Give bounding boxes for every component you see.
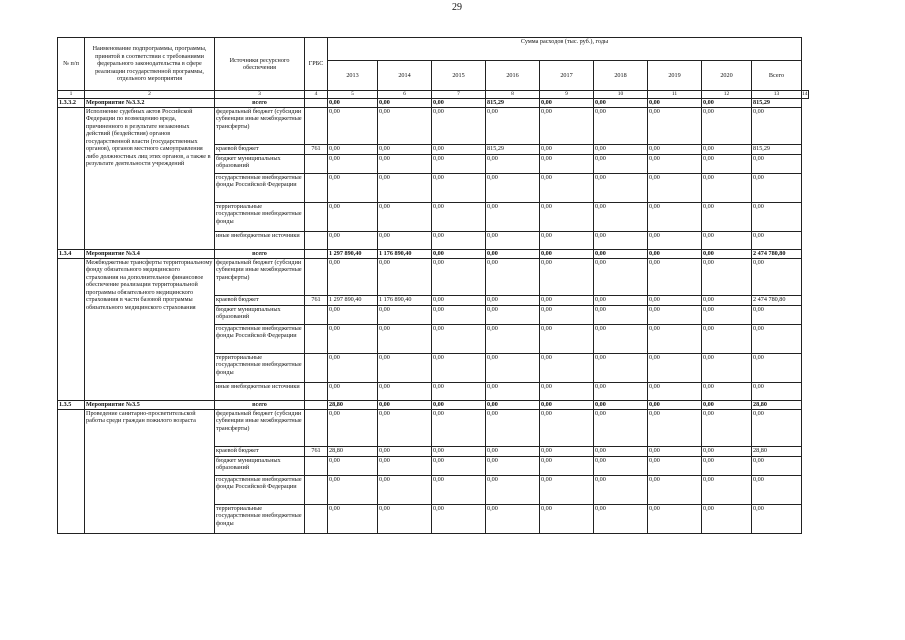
amount-cell: 0,00 xyxy=(540,155,594,174)
amount-cell: 0,00 xyxy=(540,174,594,203)
funding-source: всего xyxy=(215,99,305,108)
amount-cell: 0,00 xyxy=(328,155,378,174)
amount-cell: 0,00 xyxy=(378,145,432,155)
amount-cell: 0,00 xyxy=(594,447,648,457)
amount-cell: 2 474 780,80 xyxy=(752,296,802,306)
amount-cell: 1 297 890,40 xyxy=(328,250,378,259)
column-index: 14 xyxy=(802,91,808,97)
amount-cell: 0,00 xyxy=(648,306,702,325)
amount-cell: 0,00 xyxy=(648,401,702,410)
measure-description: Межбюджетные трансферты территориальному фонду обязательного медицинского страхования на дополнительное финансовое обеспечение реализации территориальной программы обязательного медицинского страхования в части базовой программы обязательного медицинского страхования xyxy=(85,259,215,401)
amount-cell: 0,00 xyxy=(594,505,648,534)
amount-cell: 0,00 xyxy=(328,505,378,534)
funding-source: государственные внебюджетные фонды Российской Федерации xyxy=(215,476,305,505)
year-header: 2013 xyxy=(328,61,378,91)
year-header: 2016 xyxy=(486,61,540,91)
amount-cell: 0,00 xyxy=(486,155,540,174)
amount-cell: 0,00 xyxy=(378,476,432,505)
column-index: 3 xyxy=(215,91,305,99)
amount-cell: 0,00 xyxy=(648,505,702,534)
funding-source: иные внебюджетные источники xyxy=(215,383,305,401)
amount-cell: 0,00 xyxy=(702,155,752,174)
amount-cell: 0,00 xyxy=(378,203,432,232)
col-header-sum: Сумма расходов (тыс. руб.), годы xyxy=(328,38,802,61)
table-row xyxy=(58,401,809,410)
grbs-code xyxy=(305,410,328,447)
funding-source: государственные внебюджетные фонды Российской Федерации xyxy=(215,325,305,354)
amount-cell: 0,00 xyxy=(702,108,752,145)
amount-cell: 0,00 xyxy=(378,447,432,457)
amount-cell: 0,00 xyxy=(702,383,752,401)
funding-source: бюджет муниципальных образований xyxy=(215,306,305,325)
amount-cell: 0,00 xyxy=(752,383,802,401)
amount-cell: 0,00 xyxy=(594,108,648,145)
amount-cell: 0,00 xyxy=(702,457,752,476)
funding-source: территориальные государственные внебюджетные фонды xyxy=(215,505,305,534)
amount-cell: 0,00 xyxy=(752,203,802,232)
funding-source: бюджет муниципальных образований xyxy=(215,457,305,476)
amount-cell: 0,00 xyxy=(594,145,648,155)
amount-cell: 0,00 xyxy=(486,306,540,325)
amount-cell: 0,00 xyxy=(752,306,802,325)
amount-cell: 0,00 xyxy=(432,145,486,155)
column-index: 12 xyxy=(702,91,752,99)
amount-cell: 0,00 xyxy=(432,325,486,354)
funding-source: федеральный бюджет (субсидии субвенции иные межбюджетные трансферты) xyxy=(215,410,305,447)
amount-cell: 0,00 xyxy=(486,447,540,457)
amount-cell: 0,00 xyxy=(648,155,702,174)
funding-source: территориальные государственные внебюджетные фонды xyxy=(215,203,305,232)
amount-cell: 1 297 890,40 xyxy=(328,296,378,306)
header-row xyxy=(58,38,809,61)
amount-cell: 0,00 xyxy=(486,174,540,203)
amount-cell: 0,00 xyxy=(648,447,702,457)
grbs-code xyxy=(305,354,328,383)
funding-source: краевой бюджет xyxy=(215,145,305,155)
amount-cell: 0,00 xyxy=(486,259,540,296)
amount-cell: 0,00 xyxy=(540,259,594,296)
amount-cell: 0,00 xyxy=(540,410,594,447)
amount-cell: 0,00 xyxy=(486,325,540,354)
amount-cell: 0,00 xyxy=(752,410,802,447)
amount-cell: 0,00 xyxy=(432,505,486,534)
amount-cell: 28,80 xyxy=(752,401,802,410)
amount-cell: 0,00 xyxy=(540,296,594,306)
grbs-code xyxy=(305,306,328,325)
row-number-empty xyxy=(58,108,85,250)
grbs-code xyxy=(305,250,328,259)
amount-cell: 0,00 xyxy=(752,232,802,250)
amount-cell: 0,00 xyxy=(648,174,702,203)
amount-cell: 0,00 xyxy=(432,410,486,447)
column-index: 10 xyxy=(594,91,648,99)
amount-cell: 0,00 xyxy=(540,99,594,108)
amount-cell: 0,00 xyxy=(594,174,648,203)
amount-cell: 0,00 xyxy=(486,108,540,145)
amount-cell: 0,00 xyxy=(540,325,594,354)
amount-cell: 0,00 xyxy=(328,457,378,476)
amount-cell: 0,00 xyxy=(648,410,702,447)
amount-cell: 0,00 xyxy=(594,383,648,401)
amount-cell: 0,00 xyxy=(594,401,648,410)
amount-cell: 815,29 xyxy=(486,99,540,108)
year-header: 2019 xyxy=(648,61,702,91)
amount-cell: 815,29 xyxy=(486,145,540,155)
amount-cell: 0,00 xyxy=(540,447,594,457)
amount-cell: 0,00 xyxy=(486,232,540,250)
amount-cell: 0,00 xyxy=(594,203,648,232)
amount-cell: 0,00 xyxy=(702,476,752,505)
amount-cell: 0,00 xyxy=(328,354,378,383)
amount-cell: 0,00 xyxy=(594,250,648,259)
amount-cell: 0,00 xyxy=(432,306,486,325)
column-index-row xyxy=(58,91,809,99)
amount-cell: 0,00 xyxy=(540,457,594,476)
amount-cell: 0,00 xyxy=(702,99,752,108)
grbs-code xyxy=(305,203,328,232)
funding-source: федеральный бюджет (субсидии субвенции иные межбюджетные трансферты) xyxy=(215,108,305,145)
amount-cell: 0,00 xyxy=(432,155,486,174)
amount-cell: 0,00 xyxy=(594,325,648,354)
year-header: 2015 xyxy=(432,61,486,91)
amount-cell: 0,00 xyxy=(594,155,648,174)
amount-cell: 0,00 xyxy=(486,296,540,306)
amount-cell: 0,00 xyxy=(432,250,486,259)
amount-cell: 0,00 xyxy=(702,296,752,306)
amount-cell: 0,00 xyxy=(486,401,540,410)
amount-cell: 0,00 xyxy=(486,250,540,259)
amount-cell: 0,00 xyxy=(378,108,432,145)
amount-cell: 0,00 xyxy=(378,259,432,296)
funding-source: территориальные государственные внебюджетные фонды xyxy=(215,354,305,383)
amount-cell: 0,00 xyxy=(378,354,432,383)
amount-cell: 0,00 xyxy=(432,203,486,232)
row-number-empty xyxy=(58,410,85,534)
column-index: 11 xyxy=(648,91,702,99)
amount-cell: 0,00 xyxy=(432,476,486,505)
amount-cell: 0,00 xyxy=(752,457,802,476)
funding-source: федеральный бюджет (субсидии субвенции иные межбюджетные трансферты) xyxy=(215,259,305,296)
funding-source: бюджет муниципальных образований xyxy=(215,155,305,174)
amount-cell: 0,00 xyxy=(486,505,540,534)
measure-title: Мероприятие №3.4 xyxy=(85,250,215,259)
amount-cell: 0,00 xyxy=(540,108,594,145)
funding-source: иные внебюджетные источники xyxy=(215,232,305,250)
amount-cell: 0,00 xyxy=(328,99,378,108)
amount-cell: 0,00 xyxy=(378,505,432,534)
amount-cell: 0,00 xyxy=(752,476,802,505)
amount-cell: 0,00 xyxy=(540,306,594,325)
amount-cell: 0,00 xyxy=(432,354,486,383)
funding-source: государственные внебюджетные фонды Российской Федерации xyxy=(215,174,305,203)
amount-cell: 0,00 xyxy=(648,296,702,306)
grbs-code xyxy=(305,259,328,296)
amount-cell: 0,00 xyxy=(328,259,378,296)
amount-cell: 0,00 xyxy=(648,108,702,145)
column-index: 5 xyxy=(328,91,378,99)
amount-cell: 0,00 xyxy=(328,306,378,325)
amount-cell: 0,00 xyxy=(378,325,432,354)
amount-cell: 28,80 xyxy=(328,401,378,410)
amount-cell: 0,00 xyxy=(702,325,752,354)
grbs-code xyxy=(305,505,328,534)
row-number: 1.3.4 xyxy=(58,250,85,259)
amount-cell: 0,00 xyxy=(752,108,802,145)
amount-cell: 0,00 xyxy=(594,306,648,325)
amount-cell: 0,00 xyxy=(540,383,594,401)
amount-cell: 0,00 xyxy=(432,99,486,108)
amount-cell: 0,00 xyxy=(378,232,432,250)
grbs-code: 761 xyxy=(305,447,328,457)
amount-cell: 0,00 xyxy=(432,457,486,476)
column-index: 1 xyxy=(58,91,85,99)
amount-cell: 0,00 xyxy=(702,174,752,203)
column-index: 13 xyxy=(752,91,802,99)
year-header: 2020 xyxy=(702,61,752,91)
amount-cell: 0,00 xyxy=(378,174,432,203)
amount-cell: 0,00 xyxy=(486,476,540,505)
amount-cell: 28,80 xyxy=(328,447,378,457)
amount-cell: 0,00 xyxy=(328,174,378,203)
amount-cell: 0,00 xyxy=(540,505,594,534)
table-row xyxy=(58,108,809,145)
funding-source: всего xyxy=(215,401,305,410)
amount-cell: 0,00 xyxy=(702,232,752,250)
amount-cell: 0,00 xyxy=(702,354,752,383)
page-number: 29 xyxy=(452,2,462,13)
table-row xyxy=(58,250,809,259)
column-index: 9 xyxy=(540,91,594,99)
table-row xyxy=(58,259,809,296)
amount-cell: 0,00 xyxy=(378,99,432,108)
amount-cell: 0,00 xyxy=(432,108,486,145)
amount-cell: 0,00 xyxy=(540,203,594,232)
year-header: 2018 xyxy=(594,61,648,91)
amount-cell: 0,00 xyxy=(648,354,702,383)
amount-cell: 0,00 xyxy=(648,325,702,354)
amount-cell: 0,00 xyxy=(378,383,432,401)
column-index: 7 xyxy=(432,91,486,99)
year-header: 2014 xyxy=(378,61,432,91)
amount-cell: 0,00 xyxy=(328,410,378,447)
row-number: 1.3.5 xyxy=(58,401,85,410)
amount-cell: 0,00 xyxy=(752,505,802,534)
row-number-empty xyxy=(58,259,85,401)
amount-cell: 0,00 xyxy=(432,296,486,306)
column-index: 6 xyxy=(378,91,432,99)
amount-cell: 0,00 xyxy=(328,325,378,354)
col-header-source: Источники ресурсного обеспечения xyxy=(215,38,305,91)
grbs-code xyxy=(305,383,328,401)
amount-cell: 1 176 890,40 xyxy=(378,250,432,259)
amount-cell: 0,00 xyxy=(432,174,486,203)
amount-cell: 0,00 xyxy=(432,383,486,401)
measure-description: Исполнение судебных актов Российской Федерации по возмещению вреда, причиненного в результате незаконных действий (бездействия) органов государственной власти (государственных органов), органов местного самоуправления либо должностных лиц этих органов, а также в результате деятельности учреждений xyxy=(85,108,215,250)
amount-cell: 815,29 xyxy=(752,99,802,108)
amount-cell: 0,00 xyxy=(702,447,752,457)
amount-cell: 0,00 xyxy=(702,259,752,296)
amount-cell: 2 474 780,80 xyxy=(752,250,802,259)
funding-source: краевой бюджет xyxy=(215,296,305,306)
grbs-code xyxy=(305,108,328,145)
amount-cell: 0,00 xyxy=(540,250,594,259)
col-header-name: Наименование подпрограммы, программы, принятой в соответствии с требованиями федерального законодательства в сфере реализации государственной программы, отдельного мероприятия xyxy=(85,38,215,91)
amount-cell: 0,00 xyxy=(594,410,648,447)
amount-cell: 0,00 xyxy=(328,232,378,250)
amount-cell: 28,80 xyxy=(752,447,802,457)
amount-cell: 815,29 xyxy=(752,145,802,155)
amount-cell: 0,00 xyxy=(702,306,752,325)
amount-cell: 0,00 xyxy=(702,145,752,155)
amount-cell: 0,00 xyxy=(328,383,378,401)
amount-cell: 0,00 xyxy=(486,410,540,447)
amount-cell: 0,00 xyxy=(648,232,702,250)
grbs-code xyxy=(305,457,328,476)
column-index: 8 xyxy=(486,91,540,99)
amount-cell: 0,00 xyxy=(702,401,752,410)
amount-cell: 0,00 xyxy=(648,203,702,232)
year-header: Всего xyxy=(752,61,802,91)
grbs-code: 761 xyxy=(305,296,328,306)
amount-cell: 0,00 xyxy=(752,354,802,383)
amount-cell: 0,00 xyxy=(702,250,752,259)
amount-cell: 0,00 xyxy=(486,457,540,476)
amount-cell: 0,00 xyxy=(540,401,594,410)
table-row xyxy=(58,99,809,108)
amount-cell: 0,00 xyxy=(378,155,432,174)
column-index: 4 xyxy=(305,91,328,99)
measure-title: Мероприятие №3.5 xyxy=(85,401,215,410)
amount-cell: 0,00 xyxy=(752,259,802,296)
amount-cell: 0,00 xyxy=(594,296,648,306)
amount-cell: 0,00 xyxy=(486,203,540,232)
amount-cell: 0,00 xyxy=(328,145,378,155)
amount-cell: 0,00 xyxy=(378,457,432,476)
grbs-code xyxy=(305,99,328,108)
funding-source: всего xyxy=(215,250,305,259)
amount-cell: 0,00 xyxy=(702,505,752,534)
amount-cell: 0,00 xyxy=(752,325,802,354)
measure-title: Мероприятие №3.3.2 xyxy=(85,99,215,108)
amount-cell: 0,00 xyxy=(486,354,540,383)
amount-cell: 0,00 xyxy=(432,259,486,296)
amount-cell: 0,00 xyxy=(432,232,486,250)
amount-cell: 0,00 xyxy=(752,155,802,174)
column-index: 2 xyxy=(85,91,215,99)
grbs-code: 761 xyxy=(305,145,328,155)
amount-cell: 0,00 xyxy=(378,410,432,447)
grbs-code xyxy=(305,155,328,174)
amount-cell: 0,00 xyxy=(432,447,486,457)
amount-cell: 0,00 xyxy=(594,99,648,108)
amount-cell: 0,00 xyxy=(540,354,594,383)
amount-cell: 0,00 xyxy=(648,99,702,108)
amount-cell: 0,00 xyxy=(648,250,702,259)
row-number: 1.3.3.2 xyxy=(58,99,85,108)
amount-cell: 0,00 xyxy=(594,457,648,476)
amount-cell: 0,00 xyxy=(752,174,802,203)
amount-cell: 0,00 xyxy=(648,476,702,505)
amount-cell: 0,00 xyxy=(594,259,648,296)
year-header: 2017 xyxy=(540,61,594,91)
grbs-code xyxy=(305,174,328,203)
amount-cell: 0,00 xyxy=(648,383,702,401)
amount-cell: 0,00 xyxy=(328,476,378,505)
budget-table xyxy=(57,37,809,534)
amount-cell: 0,00 xyxy=(328,108,378,145)
amount-cell: 0,00 xyxy=(540,145,594,155)
amount-cell: 0,00 xyxy=(486,383,540,401)
funding-source: краевой бюджет xyxy=(215,447,305,457)
amount-cell: 0,00 xyxy=(594,354,648,383)
amount-cell: 0,00 xyxy=(432,401,486,410)
amount-cell: 0,00 xyxy=(702,410,752,447)
grbs-code xyxy=(305,232,328,250)
amount-cell: 0,00 xyxy=(328,203,378,232)
grbs-code xyxy=(305,325,328,354)
grbs-code xyxy=(305,476,328,505)
col-header-grbs: ГРБС xyxy=(305,38,328,91)
col-header-num: № п/п xyxy=(58,38,85,91)
amount-cell: 0,00 xyxy=(648,145,702,155)
amount-cell: 0,00 xyxy=(702,203,752,232)
amount-cell: 0,00 xyxy=(594,232,648,250)
amount-cell: 1 176 890,40 xyxy=(378,296,432,306)
amount-cell: 0,00 xyxy=(540,476,594,505)
amount-cell: 0,00 xyxy=(594,476,648,505)
grbs-code xyxy=(305,401,328,410)
amount-cell: 0,00 xyxy=(540,232,594,250)
amount-cell: 0,00 xyxy=(648,259,702,296)
amount-cell: 0,00 xyxy=(378,306,432,325)
table-row xyxy=(58,410,809,447)
amount-cell: 0,00 xyxy=(648,457,702,476)
measure-description: Проведение санитарно-просветительской работы среди граждан пожилого возраста xyxy=(85,410,215,534)
amount-cell: 0,00 xyxy=(378,401,432,410)
